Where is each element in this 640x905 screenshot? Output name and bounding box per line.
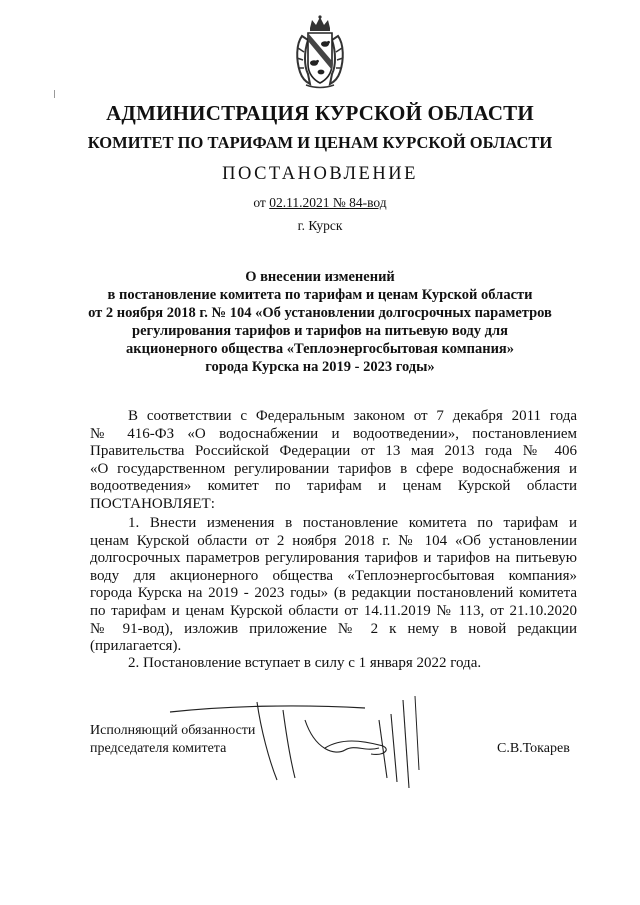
text-line: В соответствии с Федеральным законом от 7 декабря 2011 года [128, 408, 577, 424]
position-line: Исполняющий обязанности [90, 723, 256, 738]
subject-line: от 2 ноября 2018 г. № 104 «Об установлении долгосрочных параметров [88, 305, 552, 321]
text-line: № 91-вод), изложив приложение № 2 к нему в новой редакции [90, 620, 577, 637]
text-line: (прилагается). [90, 638, 182, 655]
subject-line: регулирования тарифов и тарифов на питьевую воду для [132, 323, 508, 339]
text-line: 2. Постановление вступает в силу с 1 января 2022 года. [128, 655, 482, 671]
subject-line: города Курска на 2019 - 2023 годы» [205, 359, 435, 375]
document-date-line [0, 195, 640, 211]
text-line: водоотведения» комитет по тарифам и ценам Курской области [90, 478, 577, 495]
document-subject [80, 268, 560, 376]
subject-line: акционерного общества «Теплоэнергосбытовая компания» [125, 341, 515, 357]
text-line: 1. Внести изменения в постановление комитета по тарифам и [128, 515, 577, 531]
scan-mark [54, 90, 55, 98]
document-date: 02.11.2021 [269, 195, 330, 210]
organization-title: АДМИНИСТРАЦИЯ КУРСКОЙ ОБЛАСТИ [106, 101, 534, 125]
text-line: воду для акционерного общества «Теплоэнергосбытовая компания» [90, 567, 577, 584]
text-line: города Курска на 2019 - 2023 годы» (в редакции постановлений комитета [90, 585, 577, 602]
item-1-paragraph [90, 515, 577, 656]
item-2-paragraph [90, 655, 577, 673]
text-line: Правительства Российской Федерации от 13 мая 2013 года № 406 [90, 443, 577, 460]
subject-line: в постановление комитета по тарифам и ценам Курской области [107, 287, 533, 303]
date-prefix: от [253, 195, 270, 210]
text-line: ПОСТАНОВЛЯЕТ: [90, 495, 215, 512]
text-line: по тарифам и ценам Курской области от 14.11.2019 № 113, от 21.10.2020 [90, 602, 577, 619]
signatory-position [90, 722, 255, 758]
signatory-name: С.В.Токарев [497, 741, 570, 756]
text-line: № 416-ФЗ «О водоснабжении и водоотведении», постановлением [90, 425, 577, 442]
preamble-paragraph [90, 408, 577, 514]
document-city: г. Курск [297, 218, 343, 233]
position-line: председателя комитета [90, 741, 227, 756]
text-line: ценам Курской области от 2 ноября 2018 г. № 104 «Об установлении [90, 532, 577, 549]
kursk-coat-of-arms-icon [292, 14, 348, 90]
document-number: 84-вод [349, 195, 387, 210]
document-type: ПОСТАНОВЛЕНИЕ [222, 164, 418, 184]
text-line: долгосрочных параметров регулирования тарифов и тарифов на питьевую [90, 550, 577, 567]
subject-line: О внесении изменений [245, 269, 395, 285]
text-line: «О государственном регулировании тарифов в сфере водоснабжения и [90, 460, 577, 477]
committee-title: КОМИТЕТ ПО ТАРИФАМ И ЦЕНАМ КУРСКОЙ ОБЛАСТИ [87, 133, 553, 152]
number-sign: № [329, 195, 350, 210]
